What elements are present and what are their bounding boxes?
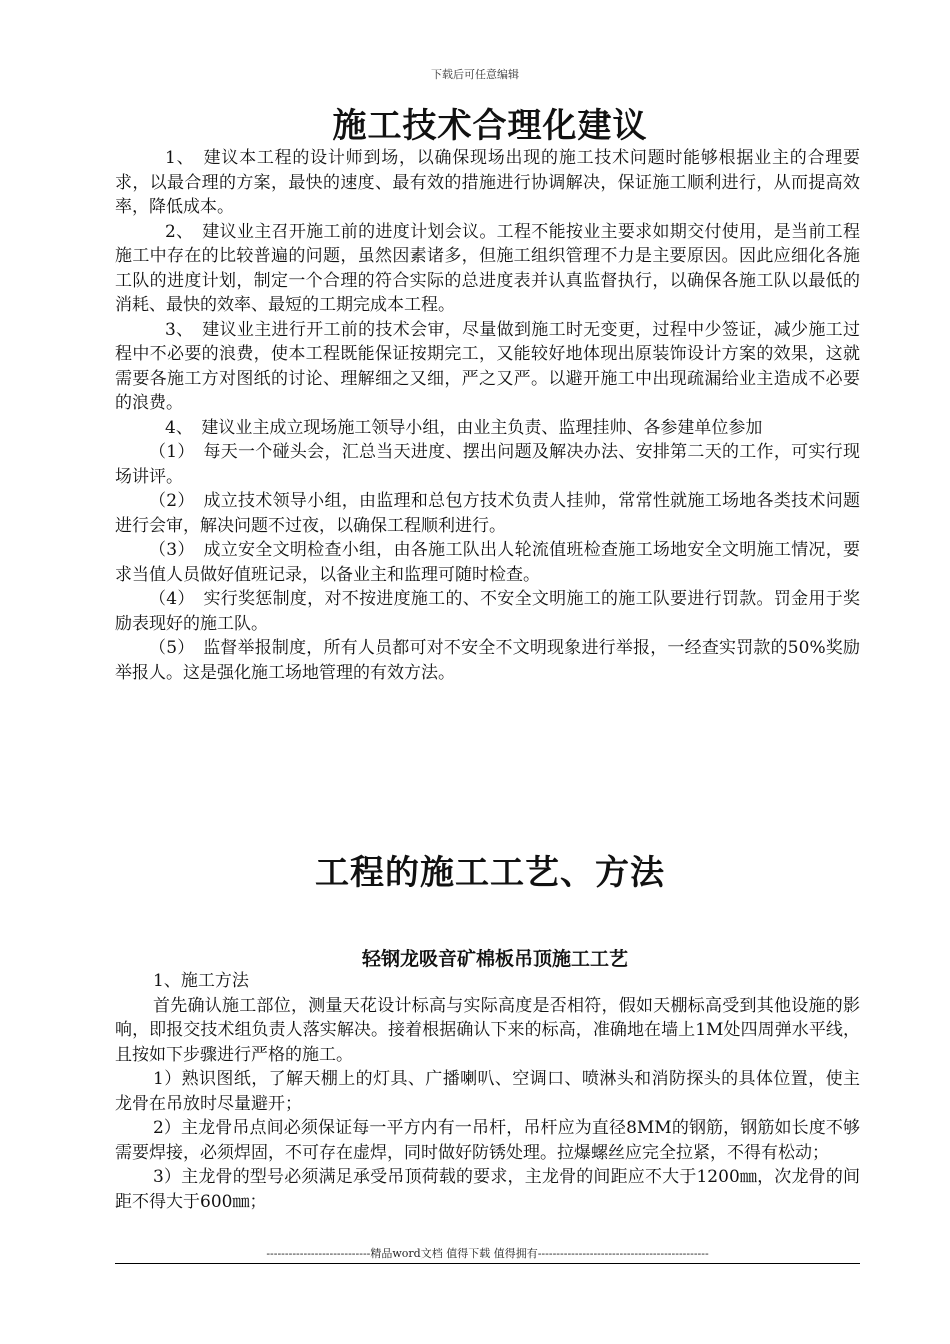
header-note: 下载后可任意编辑: [431, 68, 519, 81]
section2-body: [115, 969, 860, 1214]
section2-title: 工程的施工工艺、方法: [315, 853, 665, 893]
s2-paragraph-5: 3）主龙骨的型号必须满足承受吊顶荷载的要求，主龙骨的间距应不大于1200㎜，次龙骨的间距不得大于600㎜；: [115, 1167, 860, 1212]
s1-paragraph-1: 1、 建议本工程的设计师到场，以确保现场出现的施工技术问题时能够根据业主的合理要求，以最合理的方案，最快的速度、最有效的措施进行协调解决，保证施工顺利进行，从而提高效率，降低成本。: [115, 148, 860, 217]
section1-body: [115, 146, 860, 685]
s1-paragraph-5: （1） 每天一个碰头会，汇总当天进度、摆出问题及解决办法、安排第二天的工作，可实行现场讲评。: [115, 442, 860, 487]
section1-title: 施工技术合理化建议: [332, 106, 648, 146]
s2-paragraph-3: 1）熟识图纸，了解天棚上的灯具、广播喇叭、空调口、喷淋头和消防探头的具体位置，使主龙骨在吊放时尽量避开；: [115, 1069, 860, 1114]
section2-subtitle: 轻钢龙吸音矿棉板吊顶施工工艺: [361, 948, 628, 970]
footer-text: ----------------------------精品word文档 值得下载 值得拥有----------------------------------------------: [266, 1247, 709, 1260]
s2-paragraph-2: 首先确认施工部位，测量天花设计标高与实际高度是否相符，假如天棚标高受到其他设施的影响，即报交技术组负责人落实解决。接着根据确认下来的标高，准确地在墙上1M处四周弹水平线，且按如下步骤进行严格的施工。: [115, 995, 860, 1065]
s1-paragraph-6: （2） 成立技术领导小组，由监理和总包方技术负责人挂帅，常常性就施工场地各类技术问题进行会审，解决问题不过夜，以确保工程顺利进行。: [115, 491, 860, 536]
s1-paragraph-2: 2、 建议业主召开施工前的进度计划会议。工程不能按业主要求如期交付使用，是当前工程施工中存在的比较普遍的问题，虽然因素诸多，但施工组织管理不力是主要原因。因此应细化各施工队的进度计划，制定一个合理的符合实际的总进度表并认真监督执行，以确保各施工队以最低的消耗、最快的效率、最短的工期完成本工程。: [115, 221, 860, 315]
s1-paragraph-3: 3、 建议业主进行开工前的技术会审，尽量做到施工时无变更，过程中少签证，减少施工过程中不必要的浪费，使本工程既能保证按期完工，又能较好地体现出原装饰设计方案的效果，这就需要各施工方对图纸的讨论、理解细之又细，严之又严。以避开施工中出现疏漏给业主造成不必要的浪费。: [115, 319, 860, 413]
footer-divider: [115, 1263, 860, 1264]
s2-paragraph-1: 1、施工方法: [153, 971, 249, 991]
s1-paragraph-8: （4） 实行奖惩制度，对不按进度施工的、不安全文明施工的施工队要进行罚款。罚金用于奖励表现好的施工队。: [115, 589, 860, 634]
s1-paragraph-9: （5） 监督举报制度，所有人员都可对不安全不文明现象进行举报，一经查实罚款的50%奖励举报人。这是强化施工场地管理的有效方法。: [115, 638, 860, 683]
s1-paragraph-4: 4、 建议业主成立现场施工领导小组，由业主负责、监理挂帅、各参建单位参加: [165, 417, 763, 438]
s2-paragraph-4: 2）主龙骨吊点间必须保证每一平方内有一吊杆，吊杆应为直径8MM的钢筋，钢筋如长度不够需要焊接，必须焊固，不可存在虚焊，同时做好防锈处理。拉爆螺丝应完全拉紧，不得有松动；: [115, 1118, 860, 1163]
s1-paragraph-7: （3） 成立安全文明检查小组，由各施工队出人轮流值班检查施工场地安全文明施工情况，要求当值人员做好值班记录，以备业主和监理可随时检查。: [115, 540, 860, 585]
